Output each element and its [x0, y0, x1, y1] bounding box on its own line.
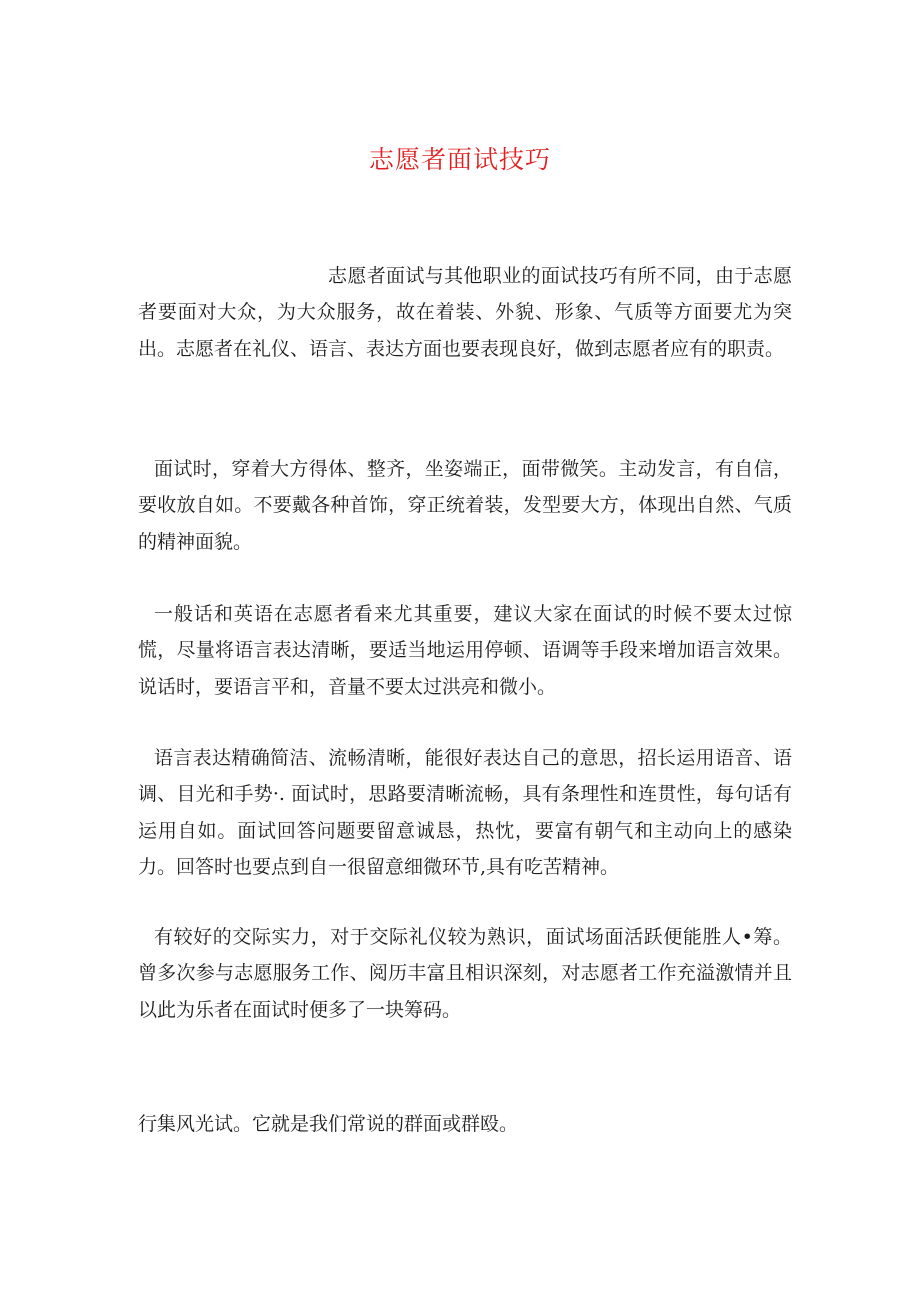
- paragraph-appearance: 面试时，穿着大方得体、整齐，坐姿端正，面带微笑。主动发言，有自信，要收放自如。不要戴各种首饰，穿正统着装，发型要大方，体现出自然、气质的精神面貌。: [138, 458, 792, 553]
- paragraph-expression: 语言表达精确简洁、流畅清晰，能很好表达自己的意思，招长运用语音、语调、目光和手势·. 面试时，思路要清晰流畅，具有条理性和连贯性，每句话有运用自如。面试回答问题要留意诚恳，热忱，要富有朝气和主动向上的感染力。回答时也要点到自一很留意细微环节,具有吃苦精神。: [138, 747, 792, 878]
- paragraph-social-skills: 有较好的交际实力，对于交际礼仪较为熟识，面试场面活跃便能胜人•筹。曾多次参与志愿服务工作、阅历丰富且相识深刻，对志愿者工作充溢激情并且以此为乐者在面试时便多了一块筹码。: [138, 926, 792, 1021]
- document-title: 志愿者面试技巧: [368, 145, 551, 174]
- paragraph-intro: 志愿者面试与其他职业的面试技巧有所不同，由于志愿者要面对大众，为大众服务，故在着装、外貌、形象、气质等方面要尤为突出。志愿者在礼仪、语言、表达方面也要表现良好，做到志愿者应有的职责。: [138, 265, 792, 360]
- paragraph-language: 一般话和英语在志愿者看来尤其重要，建议大家在面试的时候不要太过惊慌，尽量将语言表达清晰，要适当地运用停顿、语调等手段来增加语言效果。说话时，要语言平和，音量不要太过洪亮和微小。: [138, 603, 792, 698]
- paragraph-group-interview: 行集风光试。它就是我们常说的群面或群殴。: [138, 1113, 519, 1135]
